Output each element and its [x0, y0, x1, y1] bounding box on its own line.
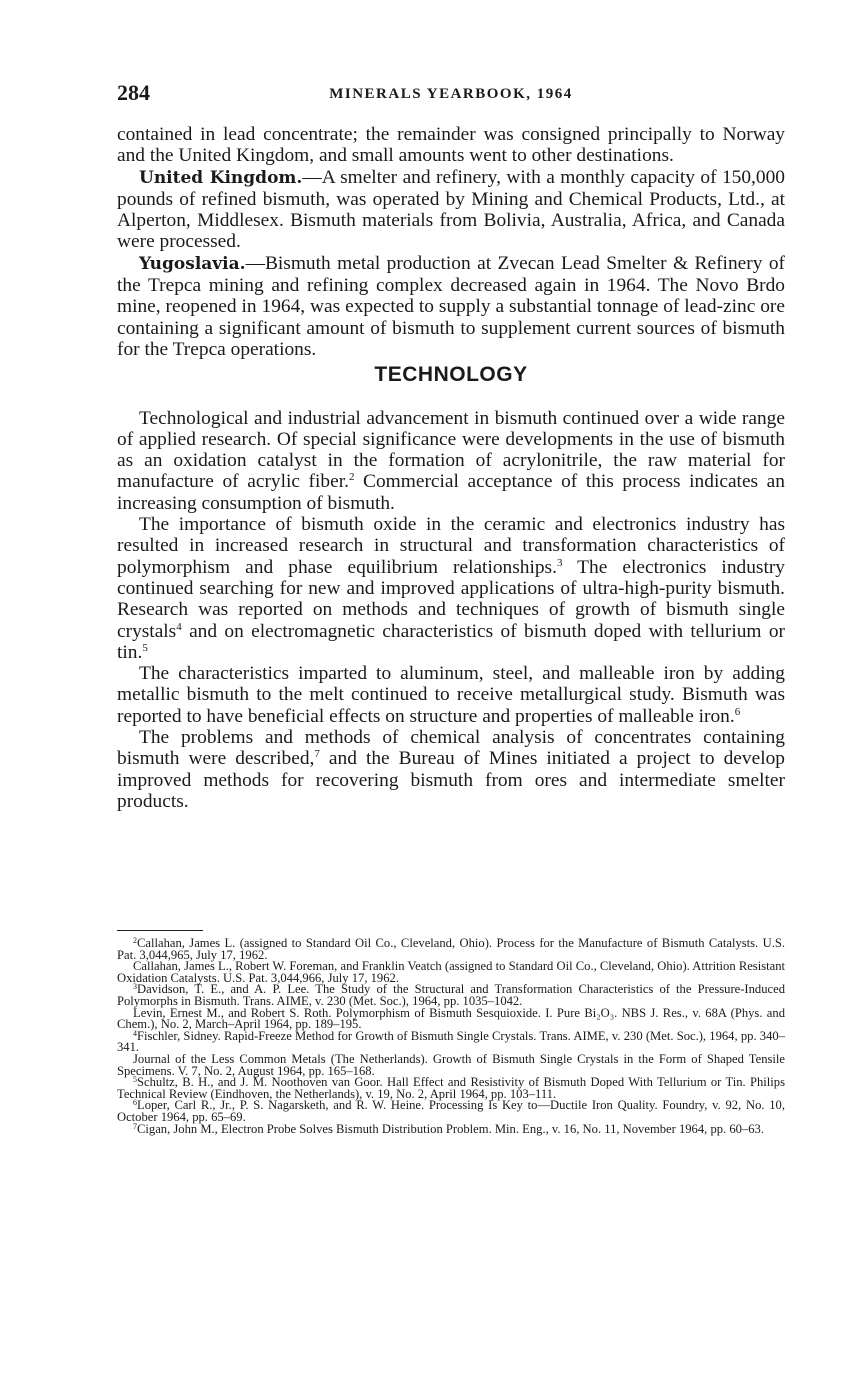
footnote-ref: 4 — [176, 620, 182, 633]
run-in-heading-yugoslavia: Yugoslavia. — [139, 253, 246, 274]
page-header — [117, 80, 785, 108]
footnote-text: Loper, Carl R., Jr., P. S. Nagarsketh, and R. W. Heine. Processing Is Key to—Ductile Iron Quality. Foundry, v. 92, No. 10, October 1964, pp. 65–69. — [117, 1098, 785, 1124]
footnote-5 — [117, 1077, 785, 1100]
footnote-mark: 7 — [133, 1121, 137, 1131]
run-in-heading-united-kingdom: United Kingdom. — [139, 167, 303, 188]
running-title: MINERALS YEARBOOK, 1964 — [329, 86, 573, 102]
paragraph-text: and the Bureau of Mines initiated a project to develop improved methods for recovering bismuth from ores and intermediate smelter products. — [117, 748, 785, 812]
paragraph-continued — [117, 124, 785, 167]
footnote-mark: 6 — [133, 1098, 137, 1108]
footnote-text: Journal of the Less Common Metals (The Netherlands). Growth of Bismuth Single Crystals in the Form of Shaped Tensile Specimens. V. 7, No. 2, August 1964, pp. 165–168. — [117, 1051, 785, 1078]
section-title-technology: TECHNOLOGY — [374, 363, 528, 387]
footnote-3-cont — [117, 1005, 785, 1032]
paragraph-text: The characteristics imparted to aluminum, steel, and malleable iron by adding metallic bismuth to the melt continued to receive metallurgical study. Bismuth was reported to have beneficial effects on structure and properties of malleable iron. — [117, 663, 785, 727]
paragraph-united-kingdom — [117, 167, 785, 253]
footnote-rule — [117, 930, 203, 931]
footnote-text: Levin, Ernest M., and Robert S. Roth. Polymorphism of Bismuth Sesquioxide. I. Pure Bi₂O₃. NBS J. Res., v. 68A (Phys. and Chem.), No. 2, March–April 1964, pp. 189–195. — [117, 1005, 785, 1032]
paragraph-text: The importance of bismuth oxide in the ceramic and electronics industry has resulted in increased research in structural and transformation characteristics of polymorphism and phase equilibrium relationships. — [117, 514, 785, 578]
footnote-ref: 5 — [142, 641, 148, 654]
footnotes — [117, 938, 785, 1135]
footnote-ref: 3 — [556, 556, 563, 569]
footnote-4 — [117, 1028, 785, 1055]
page-number: 284 — [117, 80, 150, 105]
footnote-mark: 5 — [133, 1075, 137, 1085]
footnote-7 — [117, 1121, 785, 1136]
footnote-text: Schultz, B. H., and J. M. Noothoven van Goor. Hall Effect and Resistivity of Bismuth Doped With Tellurium or Tin. Philips Technical Review (Eindhoven, the Netherlands), v. 19, No. 2, April 1964, pp. 103–111. — [117, 1075, 785, 1101]
footnote-ref: 2 — [348, 471, 355, 484]
paragraph-technology-intro — [117, 408, 785, 514]
footnote-4-cont — [117, 1051, 785, 1078]
footnote-ref: 7 — [314, 748, 320, 761]
footnote-6 — [117, 1100, 785, 1123]
footnote-text: Davidson, T. E., and A. P. Lee. The Study of the Structural and Transformation Characteristics of the Pressure-Induced Polymorphs in Bismuth. Trans. AIME, v. 230 (Met. Soc.), 1964, pp. 1035–1042. — [117, 982, 785, 1008]
footnote-mark: 4 — [133, 1028, 137, 1038]
footnote-mark: 2 — [133, 936, 137, 945]
body-text — [117, 124, 785, 812]
footnote-ref: 6 — [734, 705, 741, 718]
paragraph-text: Commercial acceptance of this process indicates an increasing consumption of bismuth. — [117, 471, 785, 514]
paragraph-text: —Bismuth metal production at Zvecan Lead Smelter & Refinery of the Trepca mining and refining complex decreased again in 1964. The Novo Brdo mine, reopened in 1964, was expected to supply a substantial tonnage of lead-zinc ore containing a significant amount of bismuth to supplement current sources of bismuth for the Trepca operations. — [117, 252, 785, 360]
footnote-mark: 3 — [133, 982, 137, 992]
footnote-2 — [117, 938, 785, 961]
paragraph-text: —A smelter and refinery, with a monthly capacity of 150,000 pounds of refined bismuth, was operated by Mining and Chemical Products, Ltd., at Alperton, Middlesex. Bismuth materials from Bolivia, Australia, Africa, and Canada were processed. — [117, 166, 785, 253]
footnote-text: Cigan, John M., Electron Probe Solves Bismuth Distribution Problem. Min. Eng., v. 16, No. 11, November 1964, pp. 60–63. — [137, 1121, 764, 1136]
footnote-text: Callahan, James L., Robert W. Foreman, and Franklin Veatch (assigned to Standard Oil Co., Cleveland, Ohio). Attrition Resistant Oxidation Catalysts. U.S. Pat. 3,044,966, July 17, 1962. — [117, 959, 785, 985]
paragraph-text: The electronics industry continued searching for new and improved applications of ultra-high-purity bismuth. Research was reported on methods and techniques of growth of bismuth single crystals — [117, 556, 785, 642]
paragraph-text: contained in lead concentrate; the remainder was consigned principally to Norway and the United Kingdom, and small amounts went to other destinations. — [117, 124, 785, 167]
footnote-text: Callahan, James L. (assigned to Standard Oil Co., Cleveland, Ohio). Process for the Manufacture of Bismuth Catalysts. U.S. Pat. 3,044,965, July 17, 1962. — [117, 936, 785, 962]
paragraph-metallurgy — [117, 663, 785, 727]
footnote-3 — [117, 984, 785, 1007]
footnote-2-cont — [117, 961, 785, 984]
paragraph-text: Technological and industrial advancement in bismuth continued over a wide range of applied research. Of special significance were developments in the use of bismuth as an oxidation catalyst in the formation of acrylonitrile, the raw material for manufacture of acrylic fiber. — [117, 407, 785, 493]
paragraph-yugoslavia — [117, 253, 785, 360]
paragraph-text: The problems and methods of chemical analysis of concentrates containing bismuth were described, — [117, 727, 785, 770]
paragraph-bismuth-oxide — [117, 514, 785, 663]
paragraph-chemical-analysis — [117, 727, 785, 812]
paragraph-text: and on electromagnetic characteristics of bismuth doped with tellurium or tin. — [117, 620, 785, 663]
footnote-text: Fischler, Sidney. Rapid-Freeze Method for Growth of Bismuth Single Crystals. Trans. AIME, v. 230 (Met. Soc.), 1964, pp. 340–341. — [117, 1028, 785, 1055]
